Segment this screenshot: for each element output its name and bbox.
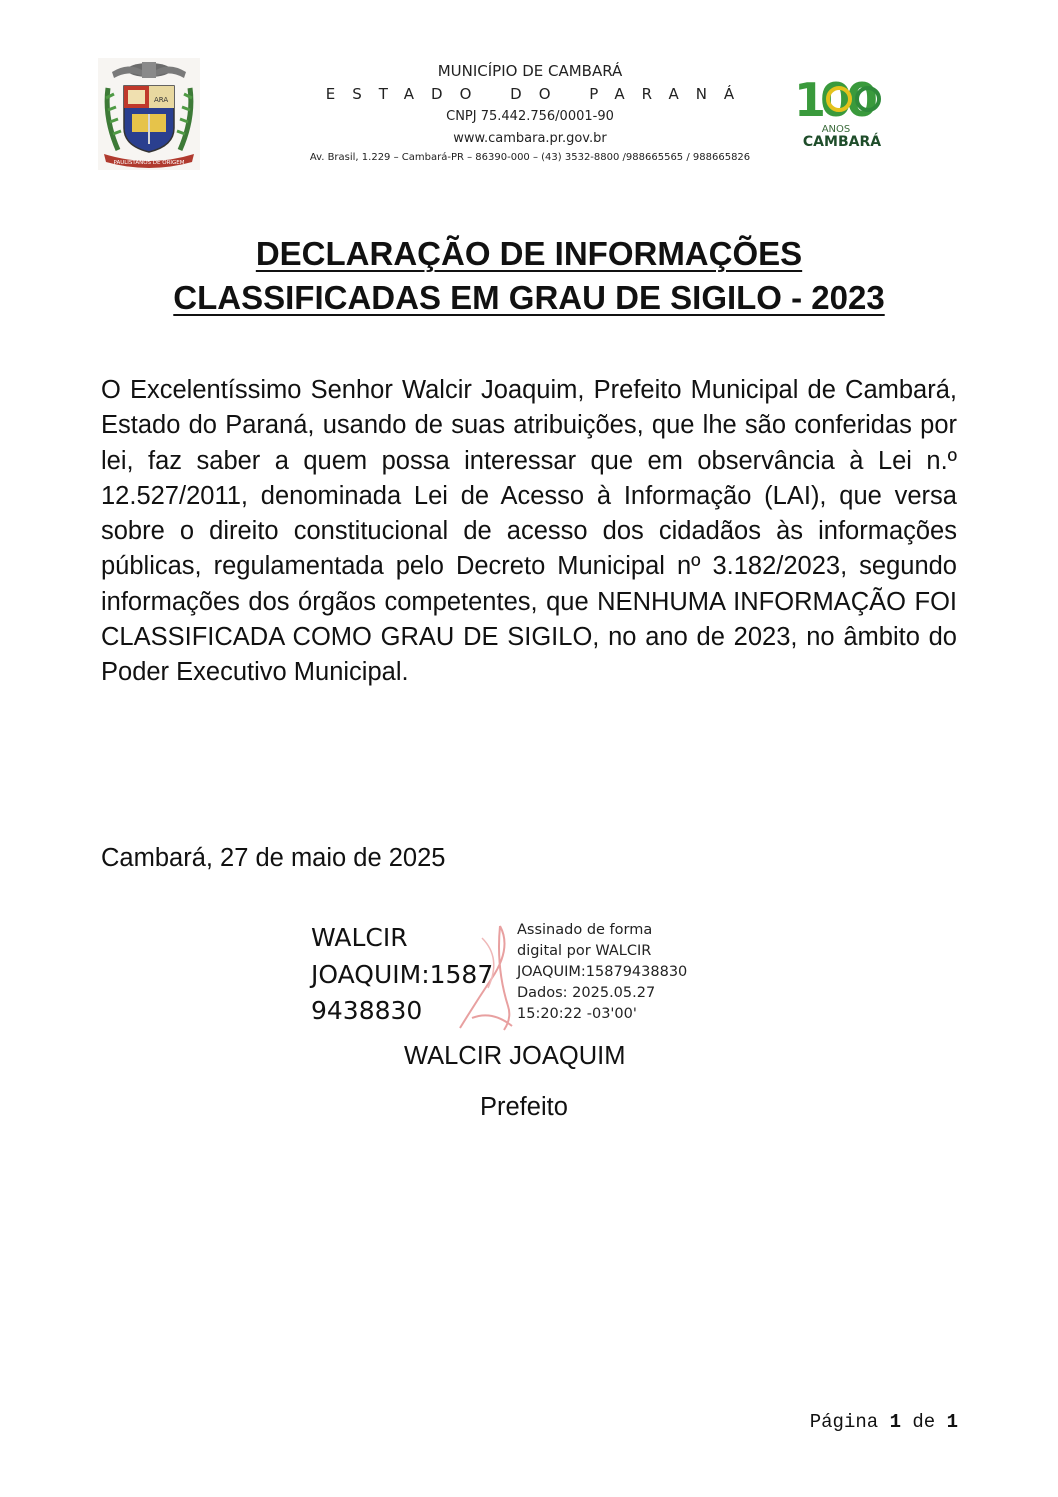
signature-info-line-4: Dados: 2025.05.27 [517,985,656,1001]
signature-mark-icon [452,918,522,1036]
document-title [60,232,998,320]
page-label: Página [809,1411,879,1433]
state-name: ESTADO DO PARANÁ [325,85,752,103]
signature-info-line-5: 15:20:22 -03'00' [517,1006,637,1022]
page-number [810,1409,958,1435]
page-total: 1 [946,1411,958,1433]
cnpj: CNPJ 75.442.756/0001-90 [446,109,614,124]
signature-details [517,920,717,1025]
municipality-name: MUNICÍPIO DE CAMBARÁ [437,62,623,80]
signature-info-line-1: Assinado de forma [517,922,653,938]
centenary-logo-icon [792,72,892,152]
signature-info-line-2: digital por WALCIR [517,943,652,959]
page-of: de [912,1411,936,1433]
logo-city: CAMBARÁ [802,134,882,150]
coat-motto: PAULISTANOS DE ORIGEM [113,160,185,166]
svg-text:ARA: ARA [154,96,169,104]
declaration-paragraph: O Excelentíssimo Senhor Walcir Joaquim, Prefeito Municipal de Cambará, Estado do Paraná, usando de suas atribuições, que lhe são conferidas por lei, faz saber a quem possa interessar que em observância à Lei n.º 12.527/2011, denominada Lei de Acesso à Informação (LAI), que versa sobre o direito constitucional de acesso dos cidadãos às informações públicas, regulamentada pelo Decreto Municipal nº 3.182/2023, segundo informações dos órgãos competentes, que NENHUMA INFORMAÇÃO FOI CLASSIFICADA COMO GRAU DE SIGILO, no ano de 2023, no âmbito do Poder Executivo Municipal. [101,376,957,687]
coat-of-arms-icon [98,58,200,170]
signature-name-line-2: JOAQUIM:1587 [311,959,494,989]
signature-name-line-1: WALCIR [311,923,408,952]
website: www.cambara.pr.gov.br [453,131,607,146]
address: Av. Brasil, 1.229 – Cambará-PR – 86390-000 – (43) 3532-8800 /988665565 / 988665826 [309,152,751,163]
signer-role: Prefeito [480,1093,568,1121]
date-line: Cambará, 27 de maio de 2025 [101,844,446,872]
logo-anos: ANOS [821,124,851,135]
letterhead [250,60,810,166]
signer-name: WALCIR JOAQUIM [404,1042,626,1070]
title-line-1: DECLARAÇÃO DE INFORMAÇÕES [255,235,803,272]
signature-name-line-3: 9438830 [311,996,423,1025]
signature-info-line-3: JOAQUIM:15879438830 [517,964,688,980]
title-line-2: CLASSIFICADAS EM GRAU DE SIGILO - 2023 [173,279,885,316]
page-current: 1 [889,1411,901,1433]
logo-number: 100 [794,73,873,127]
